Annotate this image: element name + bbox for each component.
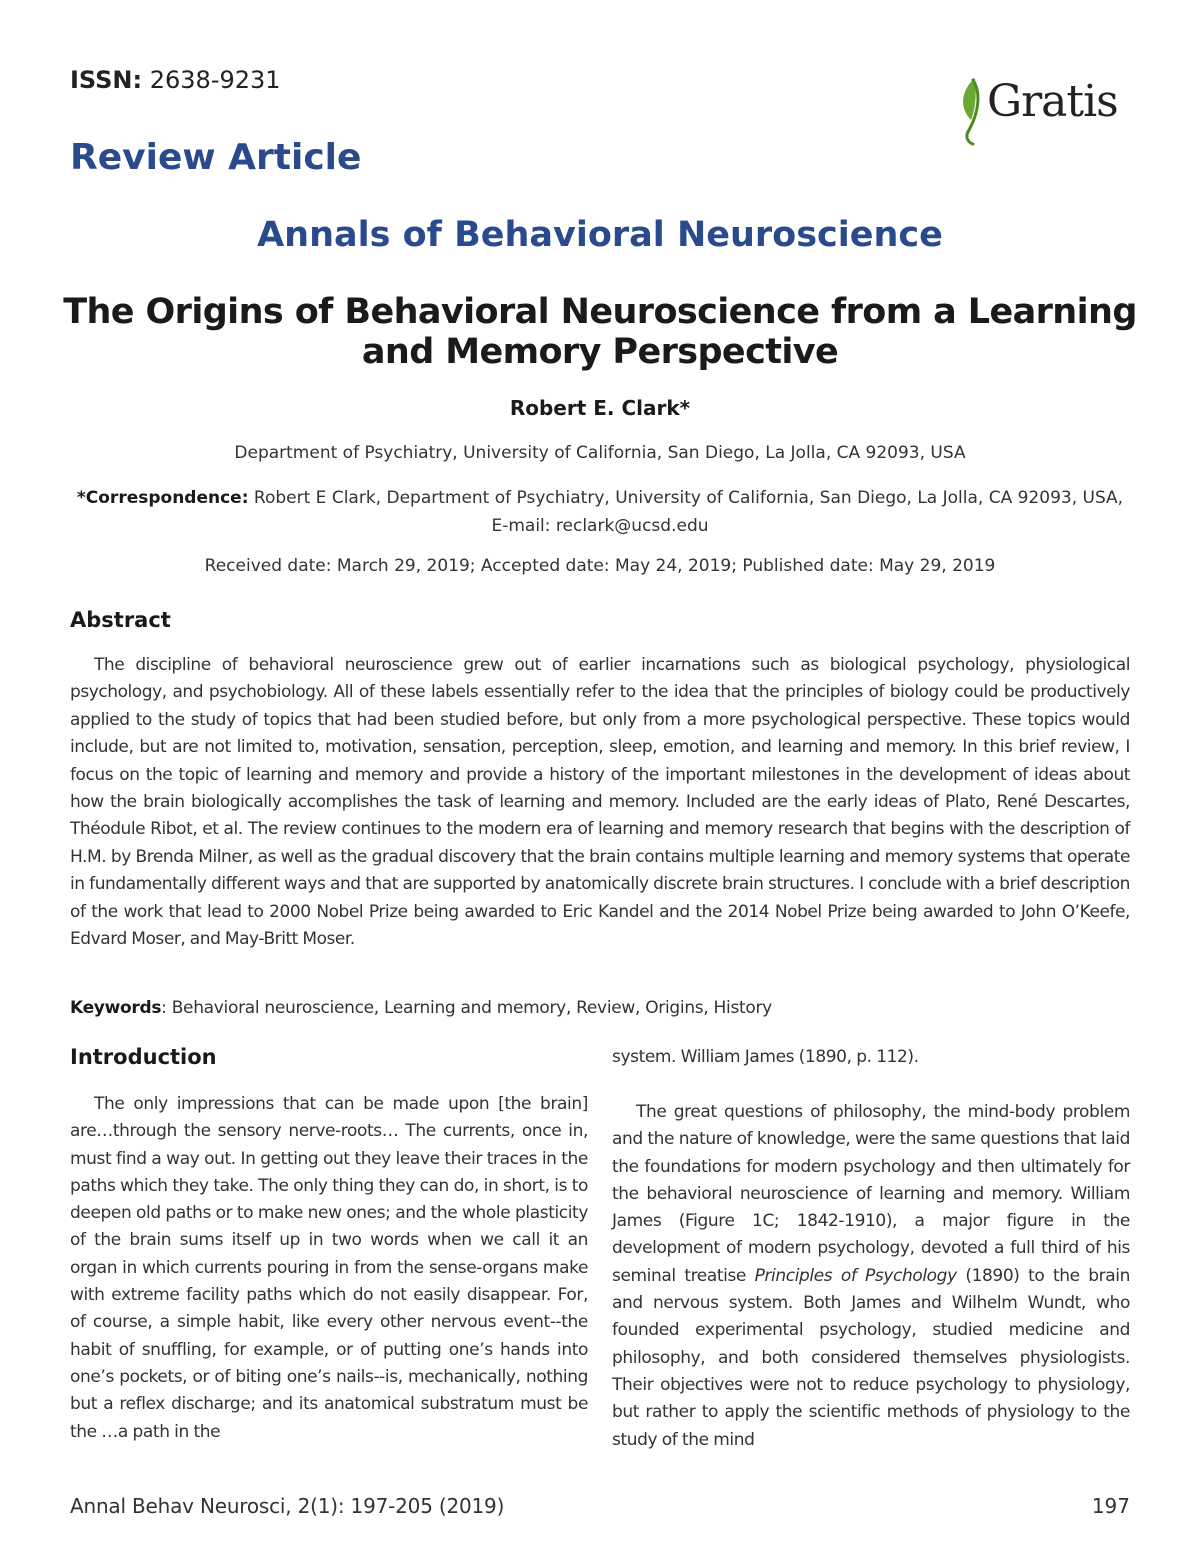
intro-quote: The only impressions that can be made upon [the brain] are…through the sensory nerve-roots… The currents, once in, must find a way out. In getting out they leave their traces in the paths which they take. The only thing they can do, in short, is to deepen old paths or to make new ones; and the whole plasticity of the brain sums itself up in two words when we call it an organ in which currents pouring in from the sense-organs make with extreme facility paths which do not easily disappear. For, of course, a simple habit, like every other nervous event--the habit of snuffling, for example, or of putting one’s hands into one’s pockets, or of biting one’s nails--is, mechanically, nothing but a reflex discharge; and its anatomical substratum must be the …a path in the — [70, 1094, 588, 1442]
affiliation: Department of Psychiatry, University of California, San Diego, La Jolla, CA 92093, USA — [234, 443, 966, 463]
correspondence — [70, 484, 1130, 540]
abstract-heading: Abstract — [70, 608, 171, 632]
intro-paragraph-start: The great questions of philosophy, the mind-body problem and the nature of knowledge, were the same questions that laid the foundations for modern psychology and then ultimately for the behavioral neuroscience of learning and memory. William James (Figure 1C; 1842-1910), a major figure in the development of modern psychology, devoted a full third of his seminal treatise — [612, 1102, 1130, 1286]
keywords-text: : Behavioral neuroscience, Learning and memory, Review, Origins, History — [161, 998, 772, 1018]
issn-label: ISSN: — [70, 66, 143, 94]
issn — [70, 66, 281, 94]
author: Robert E. Clark* — [509, 396, 691, 420]
article-dates: Received date: March 29, 2019; Accepted date: May 24, 2019; Published date: May 29, 2019 — [204, 556, 996, 576]
keywords — [70, 998, 772, 1018]
journal-name: Annals of Behavioral Neuroscience — [257, 215, 943, 255]
article-title: The Origins of Behavioral Neuroscience from a Learning and Memory Perspective — [63, 292, 1137, 372]
publisher-name: Gratis — [987, 76, 1118, 127]
introduction-heading: Introduction — [70, 1045, 217, 1069]
publisher-logo — [955, 72, 1135, 152]
issn-value: 2638-9231 — [149, 66, 281, 94]
page-number: 197 — [1091, 1494, 1130, 1518]
book-title: Principles of Psychology — [754, 1265, 957, 1286]
intro-paragraph — [612, 1099, 1130, 1454]
abstract-text: The discipline of behavioral neuroscience grew out of earlier incarnations such as biological psychology, physiological psychology, and psychobiology. All of these labels essentially refer to the idea that the principles of biology could be productively applied to the study of topics that had been studied before, but only from a more psychological perspective. These topics would include, but are not limited to, motivation, sensation, perception, sleep, emotion, and learning and memory. In this brief review, I focus on the topic of learning and memory and provide a history of the important milestones in the development of ideas about how the brain biologically accomplishes the task of learning and memory. Included are the early ideas of Plato, René Descartes, Théodule Ribot, et al. The review continues to the modern era of learning and memory research that begins with the description of H.M. by Brenda Milner, as well as the gradual discovery that the brain contains multiple learning and memory systems that operate in fundamentally different ways and that are supported by anatomically discrete brain structures. I conclude with a brief description of the work that lead to 2000 Nobel Prize being awarded to Eric Kandel and the 2014 Nobel Prize being awarded to John O’Keefe, Edvard Moser, and May-Britt Moser. — [70, 655, 1130, 950]
keywords-label: Keywords — [70, 998, 162, 1018]
correspondence-label: *Correspondence: — [76, 488, 249, 508]
footer-citation: Annal Behav Neurosci, 2(1): 197-205 (2019) — [70, 1494, 505, 1518]
intro-quote-end: system. William James (1890, p. 112). — [612, 1047, 919, 1067]
correspondence-text: Robert E Clark, Department of Psychiatry, University of California, San Diego, La Jolla, CA 92093, USA, E-mail: reclark@ucsd.edu — [253, 488, 1124, 536]
intro-paragraph-end: (1890) to the brain and nervous system. Both James and Wilhelm Wundt, who founded experimental psychology, studied medicine and philosophy, and both considered themselves physiologists. Their objectives were not to reduce psychology to physiology, but rather to apply the scientific methods of physiology to the study of the mind — [612, 1265, 1130, 1450]
article-type: Review Article — [70, 137, 362, 178]
